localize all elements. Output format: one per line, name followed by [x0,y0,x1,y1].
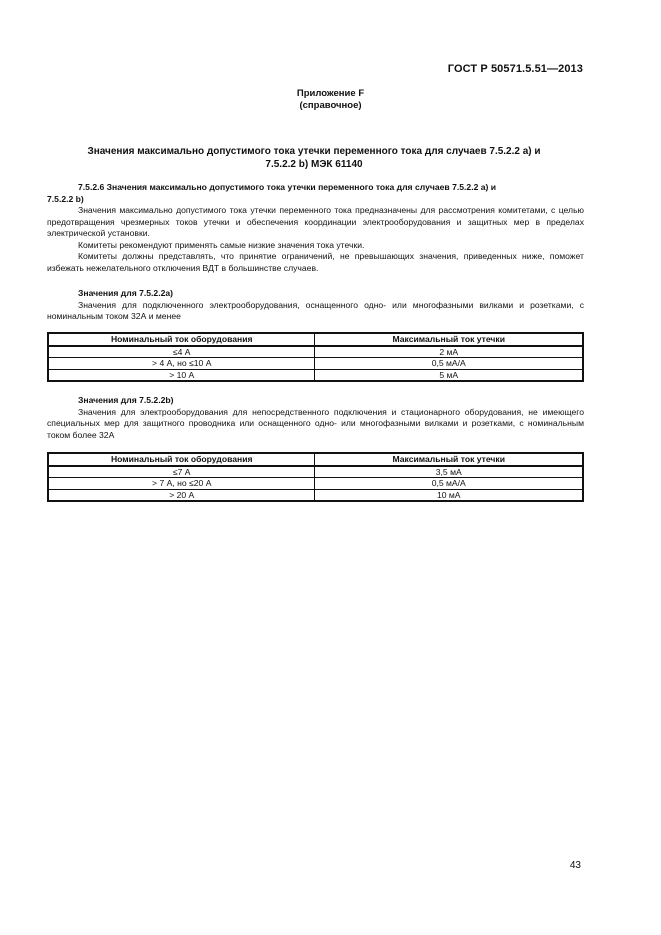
table-cell: 0,5 мА/А [315,358,583,370]
section-heading-line-2: 7.5.2.2 b) [47,193,84,204]
table-row [48,466,583,478]
paragraph-2: Комитеты рекомендуют применять самые низкие значения тока утечки. [78,239,365,250]
table-header-row [48,333,583,346]
table-cell: 10 мА [315,489,583,501]
table-row [48,478,583,490]
table-cell: > 7 А, но ≤20 А [48,478,315,490]
subsection-b-heading: Значения для 7.5.2.2b) [78,395,174,405]
table-cell: 3,5 мА [315,466,583,478]
table-cell: ≤4 А [48,346,315,358]
subsection-b [47,395,584,441]
column-header-rated-current: Номинальный ток оборудования [48,453,315,466]
table-cell: 2 мА [315,346,583,358]
table-cell: > 10 А [48,369,315,381]
table-cell: 0,5 мА/А [315,478,583,490]
subsection-a-heading: Значения для 7.5.2.2а) [78,288,174,298]
annex-title: Приложение F [296,88,365,99]
main-heading-line-1: Значения максимально допустимого тока утечки переменного тока для случаев 7.5.2.2 а) и [87,146,541,157]
main-heading-line-2: 7.5.2.2 b) МЭК 61140 [265,158,363,170]
section-heading [47,182,584,194]
section-heading-line-1: 7.5.2.6 Значения максимально допустимого тока утечки переменного тока для случаев 7.5.2.2 а) и [78,182,497,192]
column-header-rated-current: Номинальный ток оборудования [48,333,315,346]
table-row [48,489,583,501]
annex-subtitle: (справочное) [299,100,362,111]
column-header-max-leakage: Максимальный ток утечки [315,453,583,466]
table-cell: > 20 А [48,489,315,501]
annex-title-block [0,88,661,112]
table-row [48,369,583,381]
paragraph-1: Значения максимально допустимого тока утечки переменного тока предназначены для рассмотрения комитетами, с целью предотвращения чрезмерных токов утечки и обеспечения координации электрооборудования и защитных мер в пределах электрической установки. [47,205,584,238]
section-heading-cont [47,194,584,206]
column-header-max-leakage: Максимальный ток утечки [315,333,583,346]
table-cell: ≤7 А [48,466,315,478]
paragraph-3: Комитеты должны представлять, что принятие ограничений, не превышающих значения, приведенных ниже, поможет избежать нежелательного отключения ВДТ в большинстве случаев. [47,251,584,273]
subsection-a-text: Значения для подключенного электрооборудования, оснащенного одно- или многофазными вилками и розетками, с номинальным током 32А и менее [47,299,584,321]
table-cell: > 4 А, но ≤10 А [48,358,315,370]
leakage-table-b [47,452,584,502]
document-code: ГОСТ Р 50571.5.51—2013 [447,63,583,75]
table-row [48,346,583,358]
section-body [47,182,584,323]
table-cell: 5 мА [315,369,583,381]
leakage-table-a [47,332,584,382]
main-heading [50,146,578,171]
subsection-b-text: Значения для электрооборудования для непосредственного подключения и стационарного оборудования, не имеющего специальных мер для защитного проводника или оснащенного одно- или многофазными вилками и розетками, с номинальным током более 32А [47,406,584,440]
table-row [48,358,583,370]
page-number: 43 [569,860,581,871]
table-header-row [48,453,583,466]
